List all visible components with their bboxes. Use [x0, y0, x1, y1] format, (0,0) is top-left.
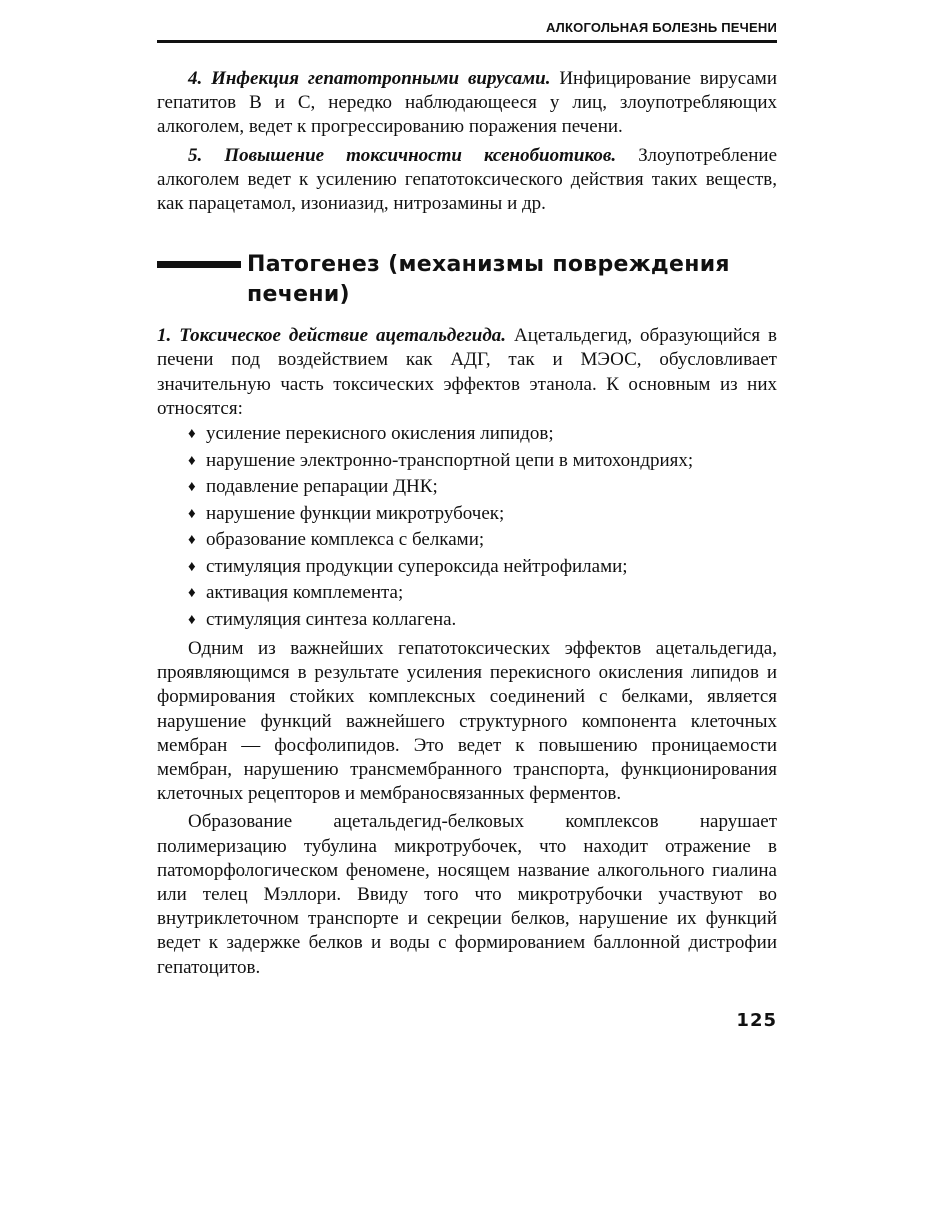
list-item-text: усиление перекисного окисления липидов;: [206, 423, 554, 445]
bullet-diamond-icon: ♦: [188, 611, 196, 628]
book-page: [157, 20, 777, 1031]
factor-4-lead: 4. Инфекция гепатотропными вирусами.: [188, 68, 551, 89]
paragraph-acetaldehyde-effects: Одним из важнейших гепатотоксических эффектов ацетальдегида, проявляющимся в результате усиления перекисного окисления липидов и формирования стойких комплексных соединений с белками, является нарушение функций важнейшего структурного компонента клеточных мембран — фосфолипидов. Это ведет к повышению проницаемости мембран, нарушению трансмембранного транспорта, функционирования клеточных рецепторов и мембраносвязанных ферментов.: [157, 638, 777, 805]
bullet-diamond-icon: ♦: [188, 426, 196, 443]
factor-5-lead: 5. Повышение токсичности ксенобиотиков.: [188, 144, 617, 166]
paragraph-factor-4: [157, 67, 777, 140]
list-item-text: стимуляция синтеза коллагена.: [206, 608, 457, 630]
bullet-diamond-icon: ♦: [188, 585, 196, 602]
list-item-text: образование комплекса с белками;: [206, 529, 485, 551]
bullet-diamond-icon: ♦: [188, 479, 196, 496]
effects-list: [157, 421, 777, 633]
pathogenesis-1-text: Ацетальдегид, образующийся в печени под воздействием как АДГ, так и МЭОС, обусловливает значительную часть токсических эффектов этанола. К основным из них относятся:: [157, 325, 777, 419]
list-item: [188, 554, 777, 581]
bullet-diamond-icon: ♦: [188, 452, 196, 469]
running-header: АЛКОГОЛЬНАЯ БОЛЕЗНЬ ПЕЧЕНИ: [157, 20, 777, 43]
list-item: [188, 580, 777, 607]
list-item: [188, 448, 777, 475]
bullet-diamond-icon: ♦: [188, 558, 196, 575]
list-item: [188, 501, 777, 528]
list-item-text: нарушение электронно-транспортной цепи в митохондриях;: [206, 449, 694, 471]
section-heading-text: Патогенез (механизмы повреждения печени): [247, 252, 730, 308]
list-item-text: нарушение функции микротрубочек;: [206, 502, 505, 524]
section-heading: [157, 250, 777, 310]
paragraph-pathogenesis-1: [157, 324, 777, 421]
list-item: [188, 607, 777, 634]
factor-5-text: Злоупотребление алкоголем ведет к усилению гепатотоксического действия таких веществ, как парацетамол, изониазид, нитрозамины и др.: [157, 144, 777, 215]
bullet-diamond-icon: ♦: [188, 532, 196, 549]
list-item-text: стимуляция продукции супероксида нейтрофилами;: [206, 555, 628, 577]
heading-rule-bar: [157, 261, 241, 268]
paragraph-microtubules: Образование ацетальдегид-белковых комплексов нарушает полимеризацию тубулина микротрубочек, что находит отражение в патоморфологическом феномене, носящем название алкогольного гиалина или телец Мэллори. Ввиду того что микротрубочки участвуют во внутриклеточном транспорте и секреции белков, нарушение их функций ведет к задержке белков и воды с формированием баллонной дистрофии гепатоцитов.: [157, 811, 777, 978]
factor-4-text: Инфицирование вирусами гепатитов В и С, нередко наблюдающееся у лиц, злоупотребляющих алкоголем, ведет к прогрессированию поражения печени.: [157, 68, 777, 138]
list-item: [188, 474, 777, 501]
list-item-text: активация комплемента;: [206, 582, 404, 604]
page-number: 125: [736, 1009, 777, 1031]
bullet-diamond-icon: ♦: [188, 505, 196, 522]
pathogenesis-1-lead: 1. Токсическое действие ацетальдегида.: [157, 325, 507, 347]
list-item-text: подавление репарации ДНК;: [206, 476, 438, 498]
paragraph-factor-5: [157, 144, 777, 217]
list-item: [188, 527, 777, 554]
list-item: [188, 421, 777, 448]
